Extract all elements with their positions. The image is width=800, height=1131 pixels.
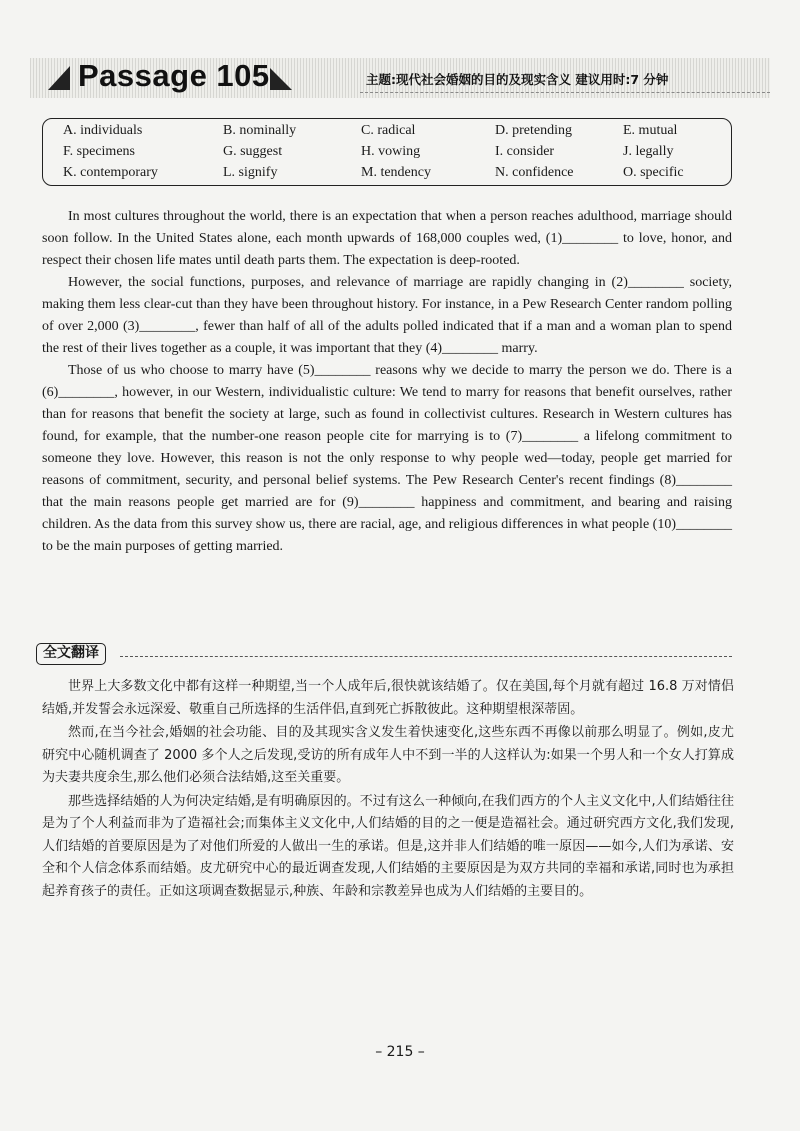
word-bank <box>42 118 732 186</box>
passage-body <box>42 206 732 558</box>
passage-title: Passage 105 <box>78 58 270 93</box>
translation-body <box>42 676 734 903</box>
translation-paragraph: 那些选择结婚的人为何决定结婚,是有明确原因的。不过有这么一种倾向,在我们西方的个人主义文化中,人们结婚往往是为了个人利益而非为了造福社会;而集体主义文化中,人们结婚的目的之一便是造福社会。通过研究西方文化,我们发现,人们结婚的首要原因是为了对他们所爱的人做出一生的承诺。但是,这并非人们结婚的唯一原因——如今,人们为承诺、安全和个人信念体系而结婚。皮尤研究中心的最近调查发现,人们结婚的主要原因是为双方共同的幸福和承诺,同时也为承担起养育孩子的责任。正如这项调查数据显示,种族、年龄和宗教差异也成为人们结婚的主要目的。 <box>42 793 734 899</box>
option-item: G. suggest <box>223 144 283 159</box>
passage-paragraph: However, the social functions, purposes, and relevance of marriage are rapidly changing in (2)________ society, making them less clear-cut than they have been throughout history. For instance, in a Pew Research Center random polling of over 2,000 (3)________, fewer than half of all of the adults polled indicated that if a man and a woman plan to spend the rest of their lives together as a couple, it was important that they (4)________ marry. <box>42 275 732 356</box>
translation-paragraph: 世界上大多数文化中都有这样一种期望,当一个人成年后,很快就该结婚了。仅在美国,每个月就有超过 16.8 万对情侣结婚,并发誓会永远深爱、敬重自己所选择的生活伴侣,直到死亡拆散彼此。这种期望根深蒂固。 <box>42 679 734 717</box>
option-item: F. specimens <box>63 144 135 159</box>
translation-label: 全文翻译 <box>36 643 106 665</box>
page-number: – 215 – <box>375 1044 425 1060</box>
triangle-right-icon <box>270 68 292 90</box>
option-item: J. legally <box>623 144 674 159</box>
passage-paragraph: Those of us who choose to marry have (5)________ reasons why we decide to marry the person we do. There is a (6)________, however, in our Western, individualistic culture: We tend to marry for reasons that benefit ourselves, rather than for reasons that benefit the society at large, such as found in collectivist cultures. Research in Western cultures has found, for example, that the number-one reason people cite for marrying is to (7)________ a lifelong commitment to someone they love. However, this reason is not the only response to why people wed—today, people get married for reasons of commitment, security, and personal belief systems. The Pew Research Center's recent findings (8)________ that the main reasons people get married are for (9)________ happiness and commitment, and bearing and raising children. As the data from this survey show us, there are racial, age, and religious differences in what people (10)________ to be the main purposes of getting married. <box>42 363 732 554</box>
header-topic: 主题:现代社会婚姻的目的及现实含义 建议用时:7 分钟 <box>366 72 669 87</box>
option-item: A. individuals <box>63 123 143 138</box>
option-item: O. specific <box>623 165 684 180</box>
passage-header <box>30 58 770 100</box>
option-item: M. tendency <box>361 165 431 180</box>
option-item: L. signify <box>223 165 278 180</box>
option-item: N. confidence <box>495 165 574 180</box>
option-item: C. radical <box>361 123 416 138</box>
option-item: E. mutual <box>623 123 678 138</box>
triangle-left-icon <box>48 66 70 90</box>
option-item: I. consider <box>495 144 555 159</box>
passage-paragraph: In most cultures throughout the world, there is an expectation that when a person reaches adulthood, marriage should soon follow. In the United States alone, each month upwards of 168,000 couples wed, (1)________ to love, honor, and respect their chosen life mates until death parts them. The expectation is deep-rooted. <box>42 209 732 268</box>
option-item: K. contemporary <box>63 165 158 180</box>
translation-rule <box>120 656 732 657</box>
translation-paragraph: 然而,在当今社会,婚姻的社会功能、目的及其现实含义发生着快速变化,这些东西不再像以前那么明显了。例如,皮尤研究中心随机调查了 2000 多个人之后发现,受访的所有成年人中不到一半的人这样认为:如果一个男人和一个女人打算成为夫妻共度余生,那么他们必须合法结婚,这至关重要。 <box>42 725 734 785</box>
option-item: B. nominally <box>223 123 297 138</box>
option-item: H. vowing <box>361 144 421 159</box>
header-rule <box>360 92 770 93</box>
option-item: D. pretending <box>495 123 572 138</box>
